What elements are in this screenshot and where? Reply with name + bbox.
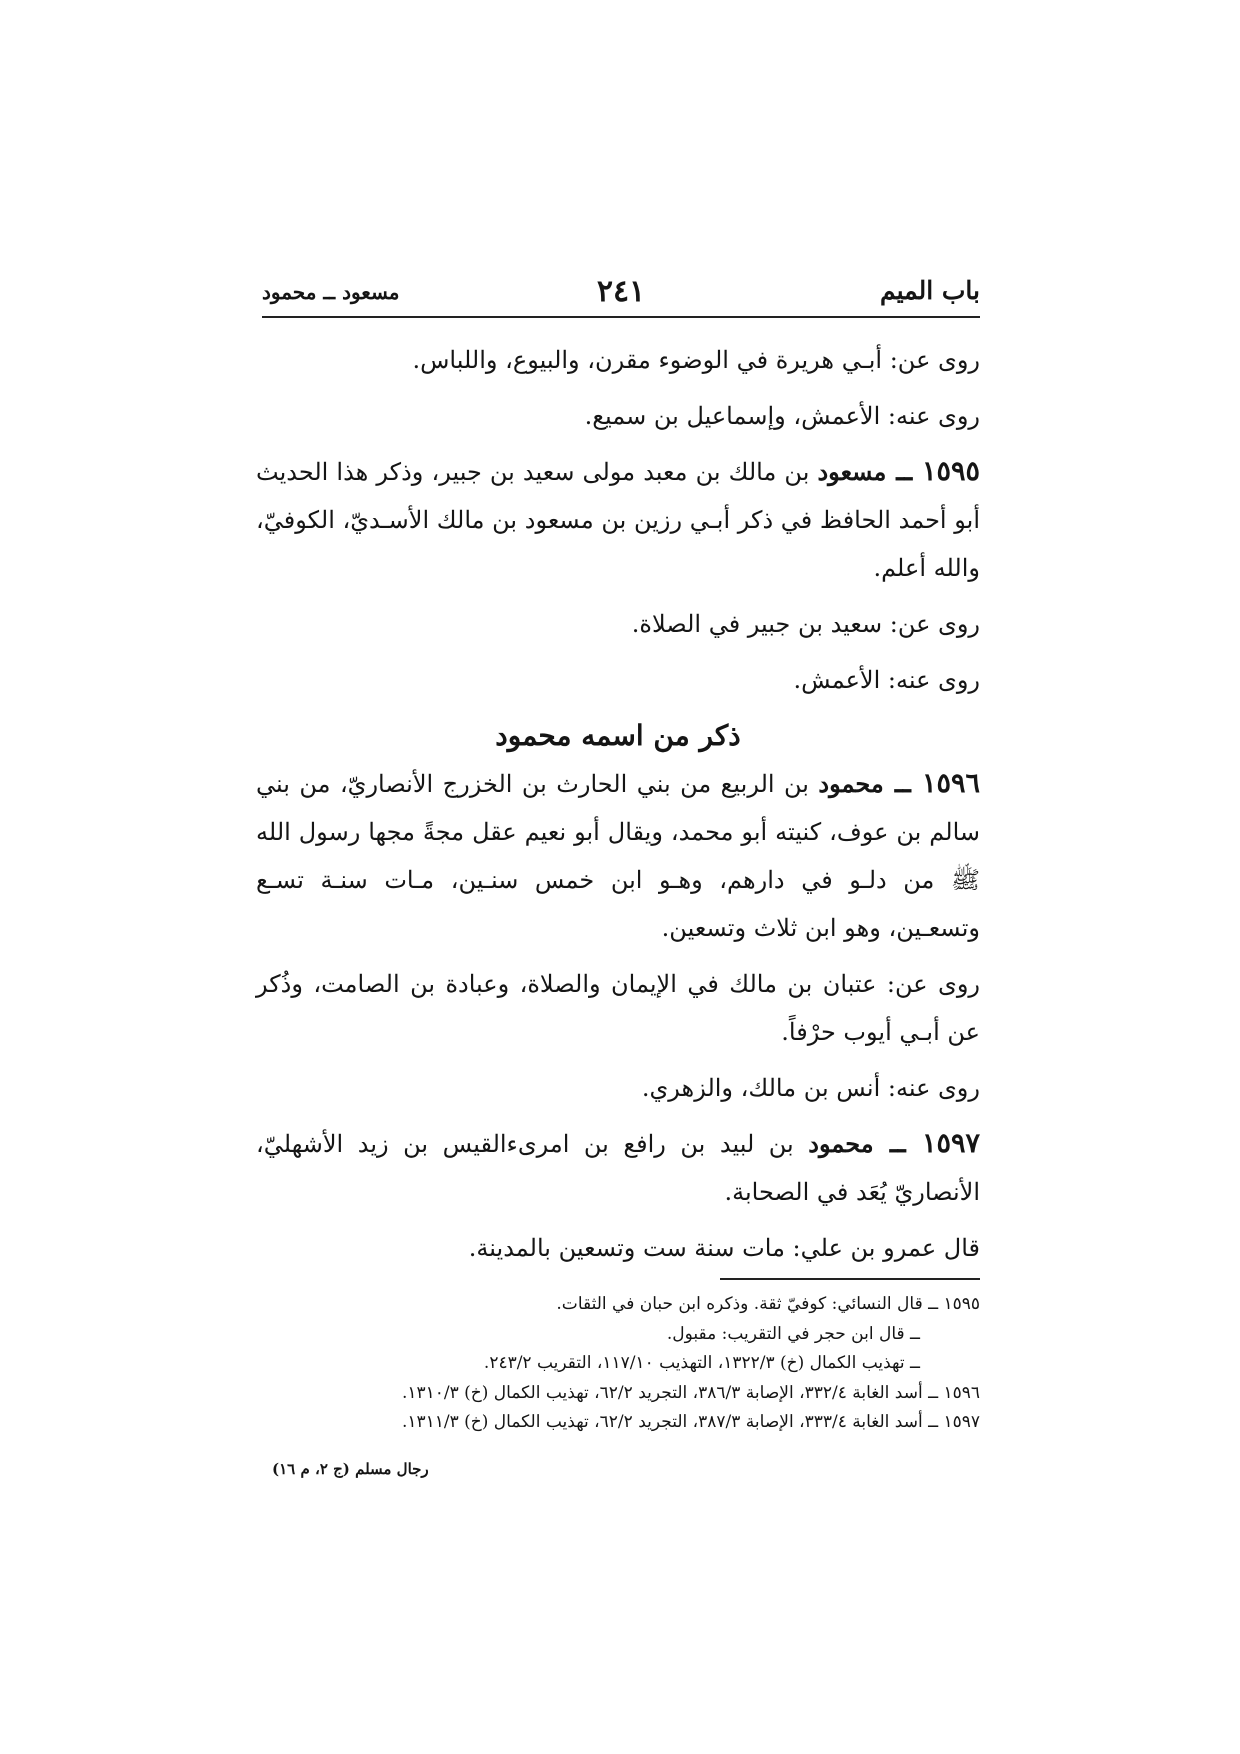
footnote-1595: ١٥٩٥ ــ قال النسائي: كوفيّ ثقة. وذكره ابن حبان في الثقات. (556, 1294, 980, 1314)
narrated-from-1594: روى عن: أبـي هريرة في الوضوء مقرن، والبيوع، واللباس. (412, 346, 980, 374)
narrated-by-1594: روى عنه: الأعمش، وإسماعيل بن سميع. (584, 402, 980, 430)
narrated-by-1595: روى عنه: الأعمش. (793, 666, 980, 694)
entry-1595 (256, 448, 980, 592)
entry-separator: ــ (883, 768, 922, 799)
entry-separator: ــ (886, 456, 922, 487)
entry-text: بن الربيع من بني الحارث بن الخزرج الأنصاريّ، من بني سالم بن عوف، كنيته أبو محمد، ويقال أبو نعيم عقل مجةً مجها رسول الله ﷺ من دلـو في دارهم، وهـو ابن خمس سنـين، مـات سنـة تسـع وتسعـين، وهو ابن ثلاث وتسعين. (256, 770, 980, 942)
entry-1597 (256, 1120, 980, 1216)
entry-name: محمود (808, 1129, 874, 1158)
running-header (262, 276, 980, 318)
chapter-title: باب الميم (879, 276, 980, 305)
section-heading: ذكر من اسمه محمود (495, 719, 741, 752)
entry-number: ١٥٩٦ (921, 768, 980, 799)
entry-name: محمود (818, 769, 884, 798)
entry-number: ١٥٩٧ (921, 1128, 980, 1159)
narrated-from-1595: روى عن: سعيد بن جبير في الصلاة. (631, 610, 980, 638)
page-number: ٢٤١ (596, 274, 646, 309)
entry-text: بن مالك بن معبد مولى سعيد بن جبير، وذكر هذا الحديث أبو أحمد الحافظ في ذكر أبـي رزين بن مسعود بن مالك الأسـديّ، الكوفيّ، والله أعلم. (256, 458, 980, 582)
footnotes (256, 1290, 980, 1438)
narrated-from-1596: روى عن: عتبان بن مالك في الإيمان والصلاة، وعبادة بن الصامت، وذُكر عن أبـي أيوب حرْفاً. (256, 970, 980, 1046)
main-text (256, 336, 980, 1280)
entry-number: ١٥٩٥ (921, 456, 980, 487)
entry-range: مسعود ــ محمود (262, 280, 400, 304)
entry-name: مسعود (817, 457, 887, 486)
narrated-by-1596: روى عنه: أنس بن مالك، والزهري. (641, 1074, 980, 1102)
entry-separator: ــ (873, 1128, 922, 1159)
entry-1596 (256, 760, 980, 952)
footnote-1596: ١٥٩٦ ــ أسد الغابة ٣٣٢/٤، الإصابة ٣٨٦/٣، التجريد ٦٢/٢، تهذيب الكمال (خ) ١٣١٠/٣. (401, 1382, 980, 1403)
footnote-1597: ١٥٩٧ ــ أسد الغابة ٣٣٣/٤، الإصابة ٣٨٧/٣، التجريد ٦٢/٢، تهذيب الكمال (خ) ١٣١١/٣. (401, 1412, 980, 1432)
death-note-1597: قال عمرو بن علي: مات سنة ست وتسعين بالمدينة. (468, 1234, 980, 1262)
printer-signature: رجال مسلم (ج ٢، م ١٦) (272, 1460, 429, 1478)
footnote-1595-ibn-hajar: ــ قال ابن حجر في التقريب: مقبول. (666, 1323, 920, 1344)
footnote-1595-sources: ــ تهذيب الكمال (خ) ١٣٢٢/٣، التهذيب ١١٧/١٠، التقريب ٢٤٣/٢. (483, 1353, 920, 1373)
footnote-divider (720, 1278, 980, 1280)
entry-text: بن لبيد بن رافع بن امرىءالقيس بن زيد الأشهليّ، الأنصاريّ يُعَد في الصحابة. (256, 1130, 980, 1206)
